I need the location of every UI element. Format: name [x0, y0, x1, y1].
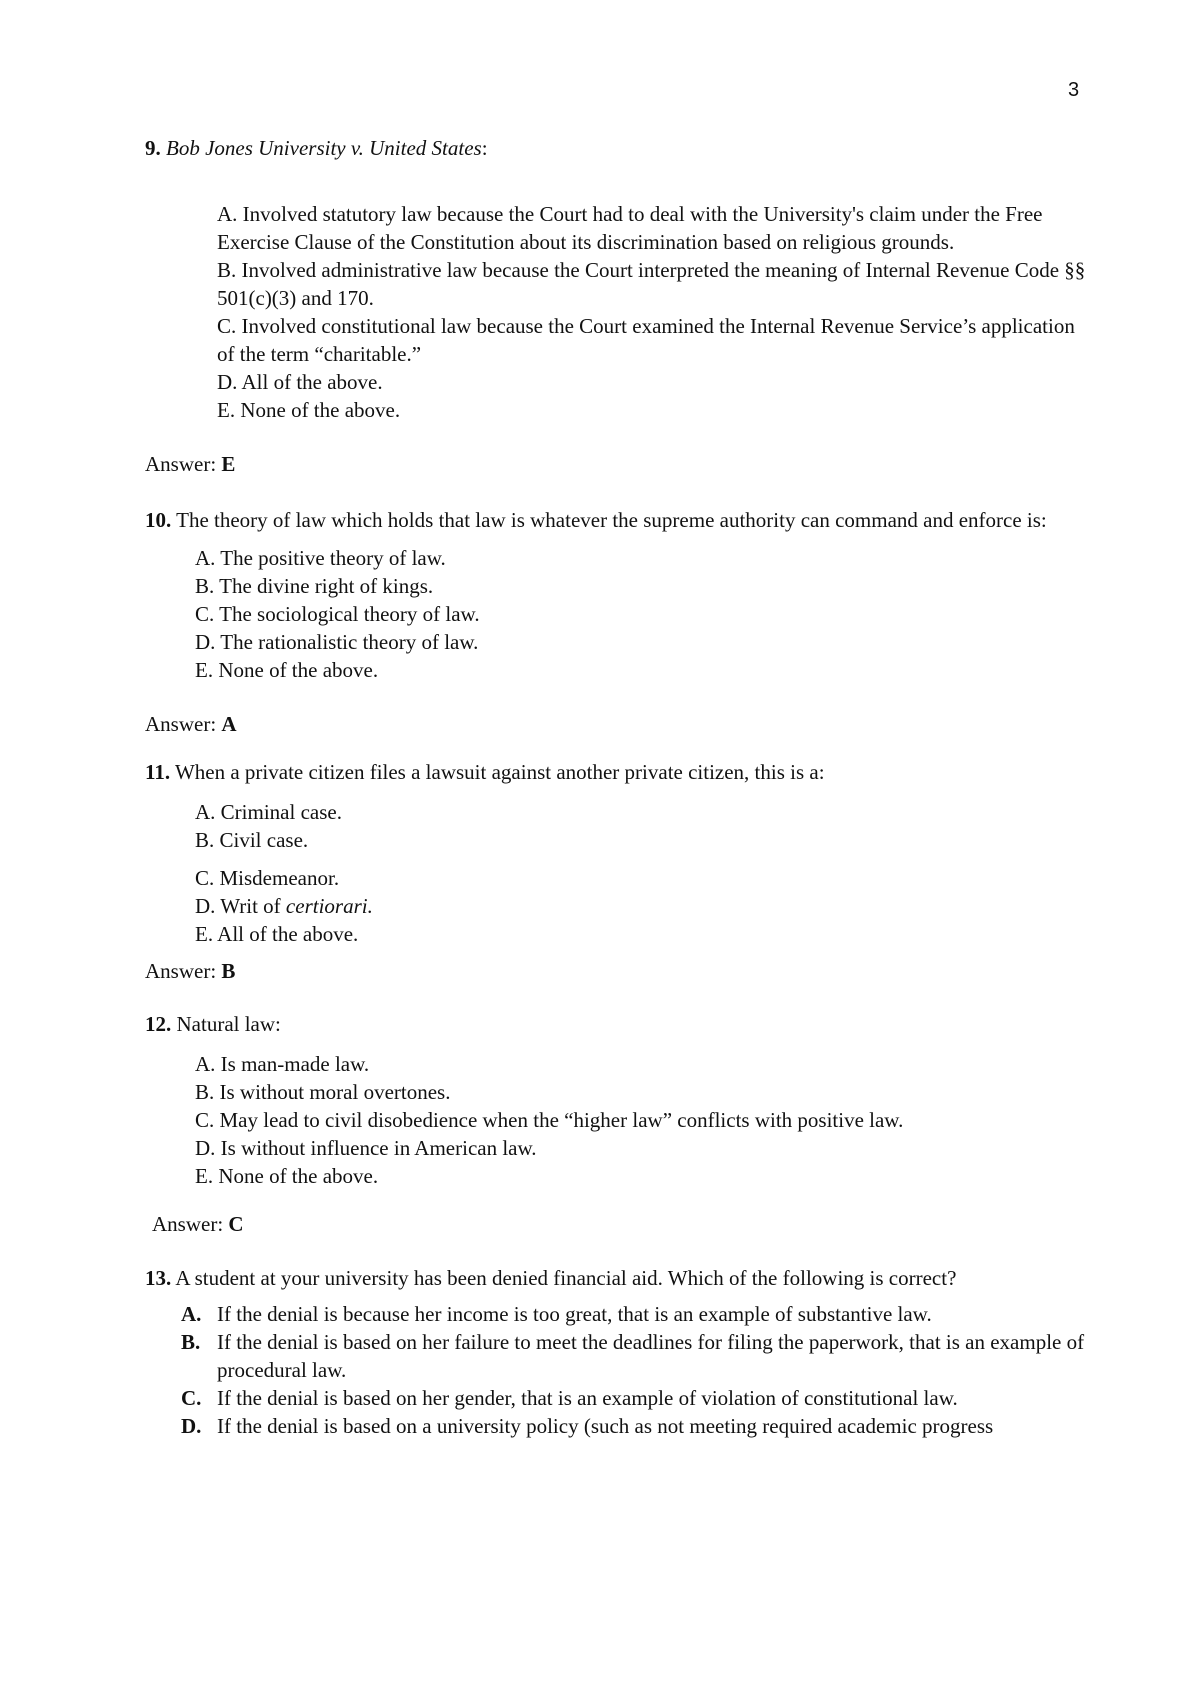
answer-label: Answer: [145, 452, 217, 476]
option-b: B. Involved administrative law because the Court interpreted the meaning of Internal Revenue Code §§ 501(c)(3) and 170. [217, 258, 1086, 310]
question-11-options-ab [195, 798, 342, 854]
option-a: A. The positive theory of law. [195, 546, 446, 570]
option-c: C. The sociological theory of law. [195, 602, 480, 626]
option-letter: D. [181, 1414, 202, 1438]
option-e: E. None of the above. [195, 1164, 379, 1188]
option-e: E. None of the above. [217, 398, 401, 422]
option-d: D. Is without influence in American law. [195, 1136, 537, 1160]
question-text: Natural law: [176, 1012, 281, 1036]
option-c: C. May lead to civil disobedience when the “higher law” conflicts with positive law. [195, 1108, 904, 1132]
question-12-answer [152, 1210, 244, 1238]
option-b: B. The divine right of kings. [195, 574, 434, 598]
option-a: A. Involved statutory law because the Court had to deal with the University's claim under the Free Exercise Clause of the Constitution about its discrimination based on religious grounds. [217, 202, 1043, 254]
option-text: If the denial is based on her gender, that is an example of violation of constitutional law. [217, 1386, 958, 1410]
option-b: B. Is without moral overtones. [195, 1080, 451, 1104]
option-d [181, 1412, 1091, 1440]
question-12-heading [145, 1010, 281, 1038]
option-text: If the denial is because her income is too great, that is an example of substantive law. [217, 1302, 932, 1326]
option-c: C. Involved constitutional law because the Court examined the Internal Revenue Service’s application of the term “charitable.” [217, 314, 1075, 366]
option-a: A. Criminal case. [195, 800, 342, 824]
title-colon: : [481, 136, 488, 160]
question-number: 11. [145, 760, 171, 784]
question-text: A student at your university has been denied financial aid. Which of the following is correct? [175, 1266, 957, 1290]
question-11-options-cde [195, 864, 373, 948]
option-c [181, 1384, 1091, 1412]
option-letter: A. [181, 1302, 202, 1326]
option-d: D. All of the above. [217, 370, 383, 394]
option-d-text: D. Writ of [195, 894, 286, 918]
option-a: A. Is man-made law. [195, 1052, 370, 1076]
option-a [181, 1300, 1091, 1328]
question-text: When a private citizen files a lawsuit against another private citizen, this is a: [174, 760, 825, 784]
answer-label: Answer: [152, 1212, 224, 1236]
answer-value: C [228, 1212, 244, 1236]
answer-value: B [221, 959, 236, 983]
option-letter: C. [181, 1386, 202, 1410]
question-text: The theory of law which holds that law is whatever the supreme authority can command and enforce is: [176, 508, 1047, 532]
question-number: 13. [145, 1266, 172, 1290]
option-d-italic: certiorari. [285, 894, 373, 918]
option-d: D. The rationalistic theory of law. [195, 630, 479, 654]
option-text: If the denial is based on a university policy (such as not meeting required academic progress [217, 1414, 994, 1438]
question-10-options [195, 544, 480, 684]
question-number: 12. [145, 1012, 172, 1036]
answer-value: E [221, 452, 236, 476]
question-9-answer [145, 450, 235, 478]
option-c: C. Misdemeanor. [195, 866, 340, 890]
case-title: Bob Jones University v. United States [166, 136, 482, 160]
page-number: 3 [1068, 79, 1080, 101]
question-number: 9. [145, 136, 161, 160]
question-13-options [181, 1300, 1091, 1440]
question-13-heading [145, 1264, 956, 1292]
option-text: If the denial is based on her failure to meet the deadlines for filing the paperwork, that is an example of procedural law. [217, 1330, 1085, 1382]
question-11-answer [145, 957, 235, 985]
option-b: B. Civil case. [195, 828, 309, 852]
question-11-heading [145, 758, 825, 786]
option-letter: B. [181, 1330, 201, 1354]
option-b [181, 1328, 1091, 1384]
answer-label: Answer: [145, 959, 217, 983]
option-d [195, 892, 373, 920]
question-number: 10. [145, 508, 172, 532]
question-10-answer [145, 710, 237, 738]
option-e: E. None of the above. [195, 658, 379, 682]
option-e: E. All of the above. [195, 922, 359, 946]
answer-label: Answer: [145, 712, 217, 736]
question-10-heading [145, 506, 1047, 534]
answer-value: A [221, 712, 237, 736]
question-9-heading [145, 134, 488, 162]
question-9-options [217, 200, 1097, 424]
question-12-options [195, 1050, 903, 1190]
